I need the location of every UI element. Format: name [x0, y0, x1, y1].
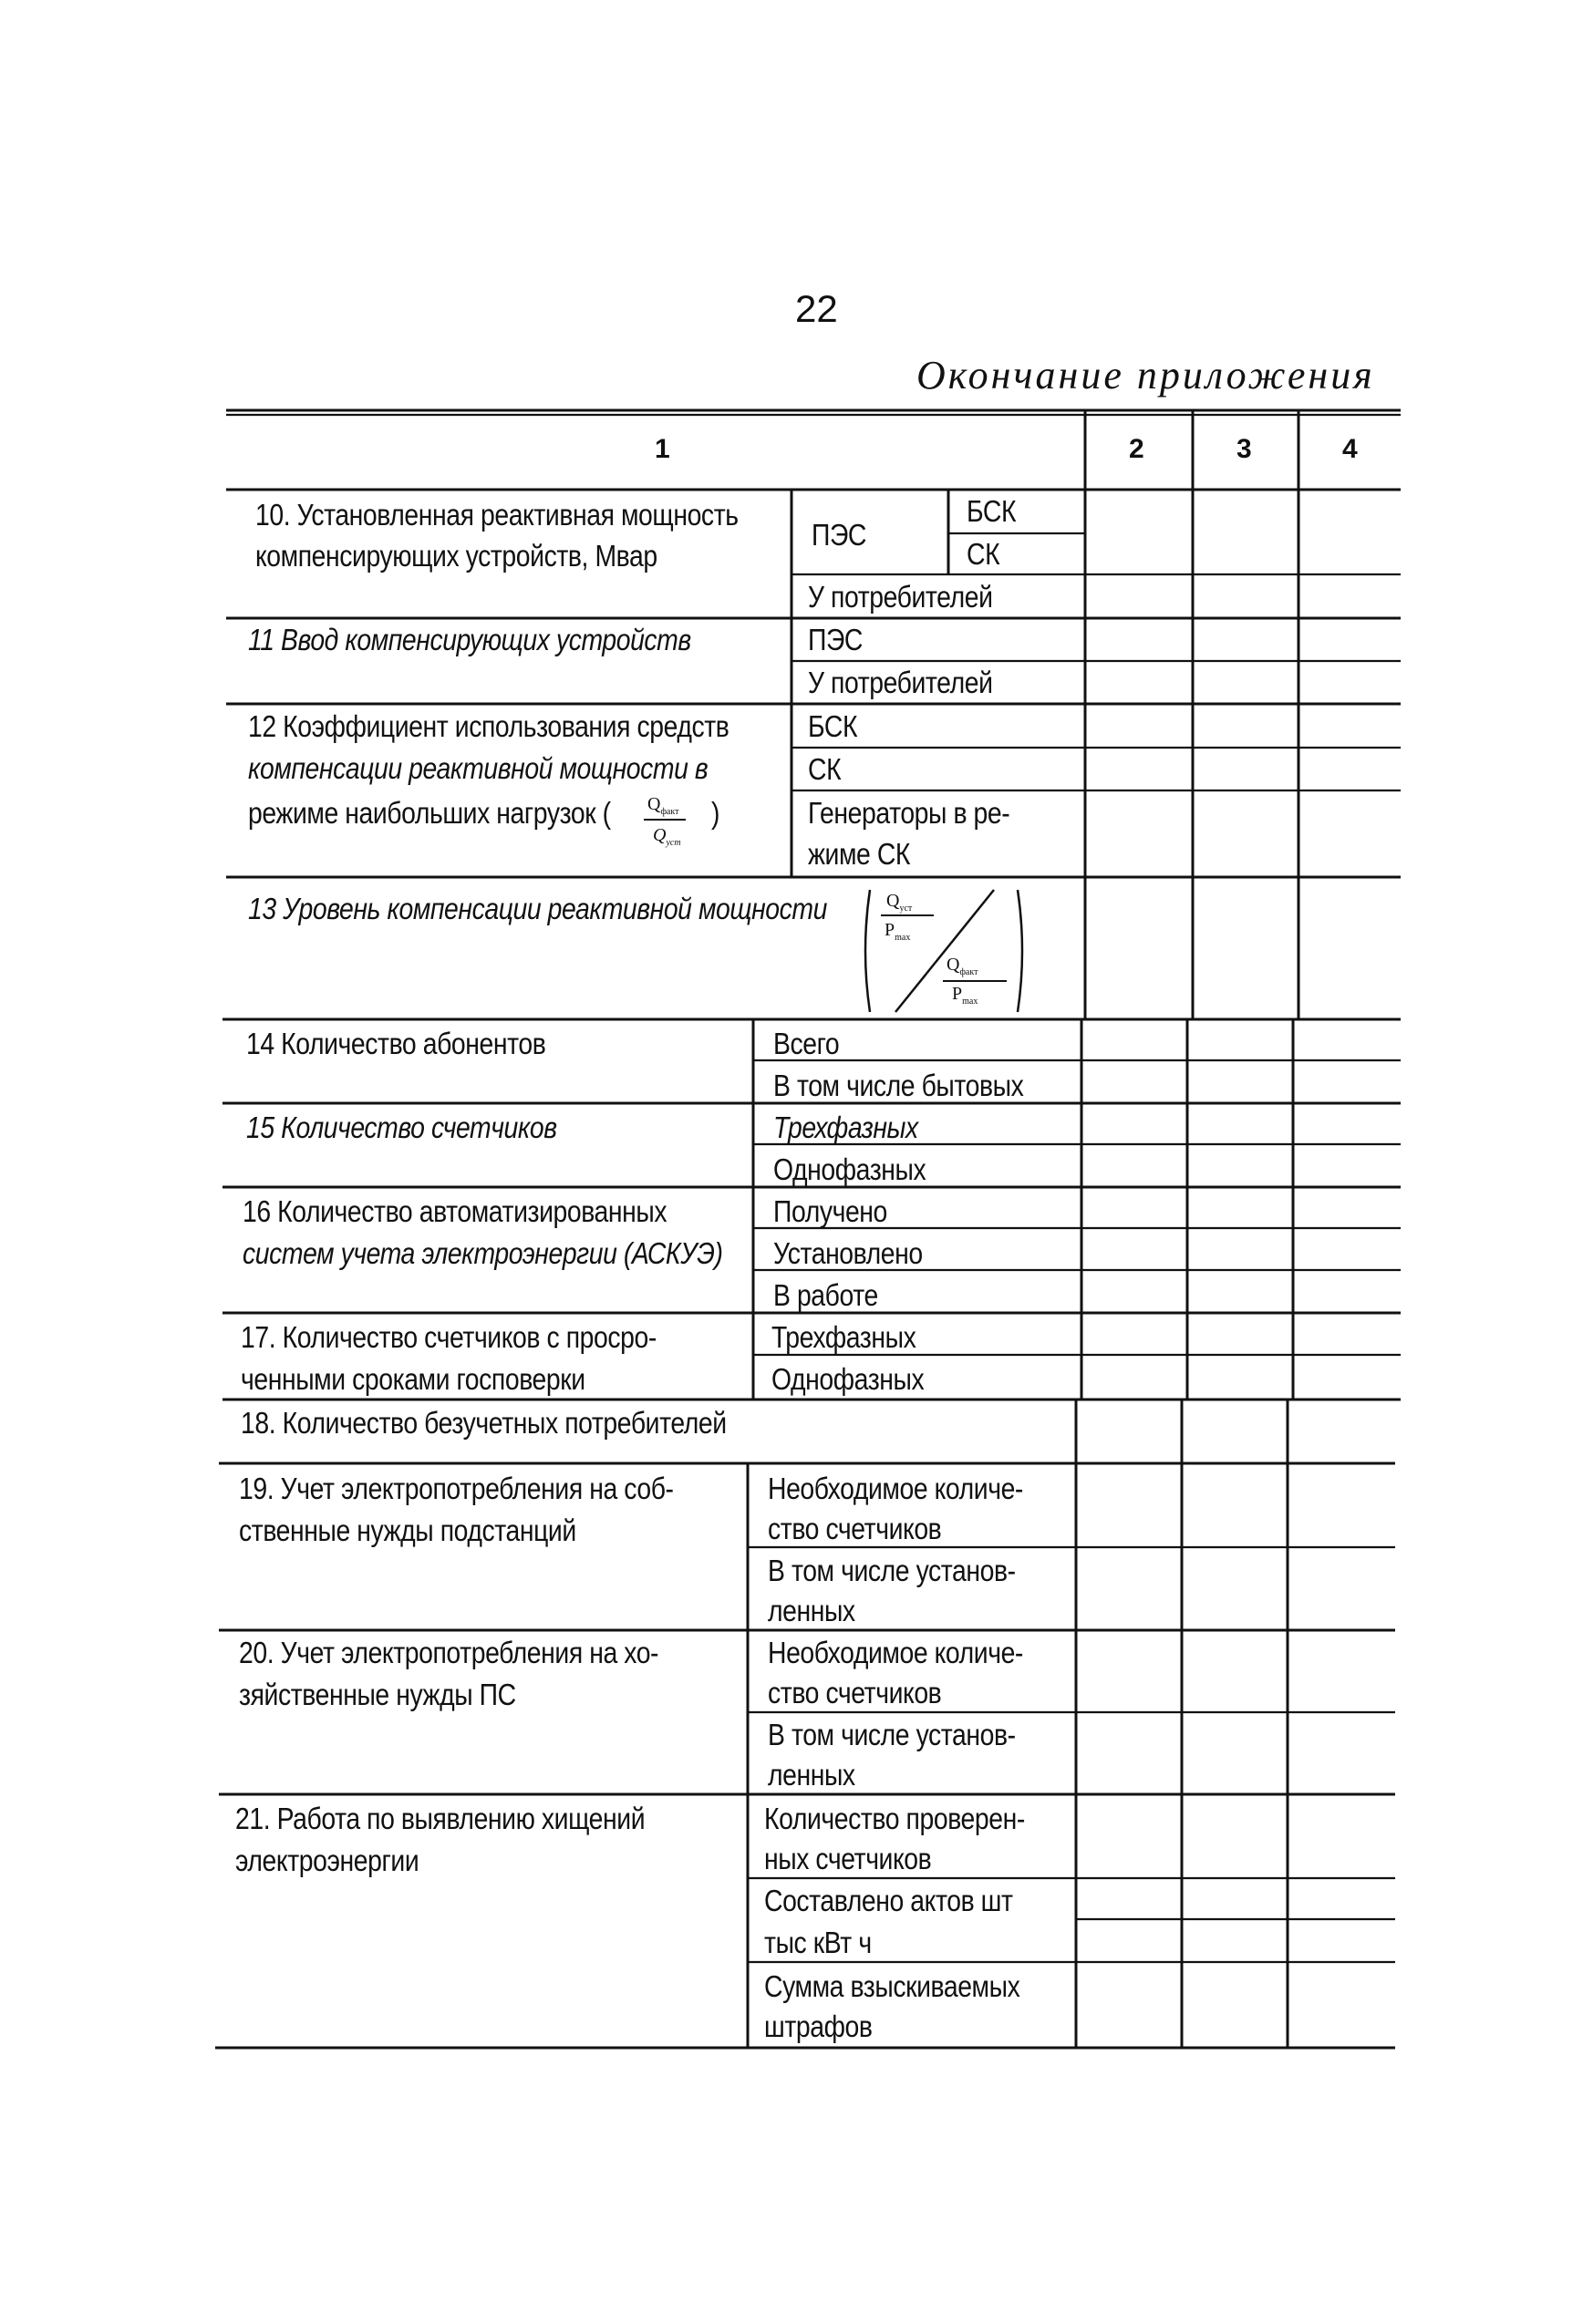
row19-sub-b-1: В том числе установ-: [768, 1554, 1016, 1587]
row17-label-2: ченными сроками госповерки: [241, 1362, 585, 1396]
row21-sub-b-1: Составлено актов шт: [764, 1884, 1013, 1917]
row11-sub-consumers: У потребителей: [808, 666, 993, 699]
row17-sub-three: Трехфазных: [771, 1320, 916, 1354]
row14-sub-household: В том числе бытовых: [773, 1069, 1024, 1102]
row12-frac-den: $Q_{уст}$: [653, 825, 681, 848]
row12-sub-gen-1: Генераторы в ре-: [808, 796, 1010, 830]
col-header-3: 3: [1236, 434, 1252, 464]
row21-label-1: 21. Работа по выявлению хищений: [235, 1802, 646, 1835]
row20-sub-b-2: ленных: [768, 1758, 855, 1792]
row15-sub-three: Трехфазных: [773, 1110, 918, 1144]
row20-sub-a-2: ство счетчиков: [768, 1676, 942, 1709]
row19-sub-b-2: ленных: [768, 1594, 855, 1627]
col-header-1: 1: [655, 434, 670, 464]
row11-sub-pes: ПЭС: [808, 623, 864, 656]
row21-sub-b-2: тыс кВт ч: [764, 1926, 872, 1959]
row16-label-1: 16 Количество автоматизированных: [243, 1194, 667, 1228]
row11-label: 11 Ввод компенсирующих устройств: [248, 623, 691, 656]
row16-sub-installed: Установлено: [773, 1236, 923, 1270]
row12-label-close: ): [711, 796, 720, 830]
row21-label-2: электроэнергии: [235, 1844, 419, 1877]
row12-label-1: 12 Коэффициент использования средств: [248, 709, 729, 743]
row12-fraction-bar: [644, 819, 686, 821]
row16-sub-received: Получено: [773, 1194, 887, 1228]
row20-sub-b-1: В том числе установ-: [768, 1718, 1016, 1751]
row20-label-1: 20. Учет электропотребления на хо-: [239, 1636, 659, 1669]
row10-sub-sk: СК: [967, 537, 1000, 571]
row10-sub-consumers: У потребителей: [808, 580, 993, 614]
col-header-2: 2: [1129, 434, 1144, 464]
row10-sub-bsk: БСК: [967, 494, 1017, 528]
row10-label-2: компенсирующих устройств, Мвар: [255, 539, 657, 573]
row21-sub-a-1: Количество проверен-: [764, 1802, 1025, 1835]
row19-sub-a-2: ство счетчиков: [768, 1512, 942, 1545]
row13-f2-num: $Q_{факт}$: [947, 955, 978, 977]
row10-label-1: 10. Установленная реактивная мощность: [255, 498, 739, 532]
row13-f2-den: $P_{max}$: [952, 984, 978, 1007]
row15-sub-single: Однофазных: [773, 1152, 926, 1186]
row12-fraction: [647, 795, 678, 817]
row16-sub-working: В работе: [773, 1278, 878, 1312]
row19-sub-a-1: Необходимое количе-: [768, 1472, 1023, 1505]
row13-f1-num: $Q_{уст}$: [886, 891, 913, 914]
page-number: 22: [795, 287, 838, 330]
row21-sub-a-2: ных счетчиков: [764, 1842, 932, 1875]
row12-sub-bsk: БСК: [808, 709, 858, 743]
row13-f1-den: $P_{max}$: [885, 920, 911, 943]
row10-sub-pes: ПЭС: [812, 518, 867, 552]
row12-sub-sk: СК: [808, 752, 842, 786]
row14-label: 14 Количество абонентов: [246, 1027, 546, 1060]
table-caption: Окончание приложения: [916, 353, 1375, 398]
row19-label-2: ственные нужды подстанций: [239, 1513, 576, 1547]
row20-sub-a-1: Необходимое количе-: [768, 1636, 1023, 1669]
row20-label-2: зяйственные нужды ПС: [239, 1678, 516, 1711]
row21-sub-c-2: штрафов: [764, 2009, 873, 2043]
row13-formula: [857, 883, 1030, 1019]
row12-label-2: компенсации реактивной мощности в: [248, 751, 709, 785]
row12-label-3: режиме наибольших нагрузок (: [248, 796, 611, 830]
row18-label: 18. Количество безучетных потребителей: [241, 1406, 727, 1440]
row17-label-1: 17. Количество счетчиков с просро-: [241, 1320, 657, 1354]
row13-label: 13 Уровень компенсации реактивной мощности: [248, 892, 827, 925]
col-header-4: 4: [1342, 434, 1358, 464]
row15-label: 15 Количество счетчиков: [246, 1110, 557, 1144]
row12-frac-num: $Q_{факт}$: [647, 794, 679, 817]
row21-sub-c-1: Сумма взыскиваемых: [764, 1969, 1020, 2003]
row17-sub-single: Однофазных: [771, 1362, 925, 1396]
row19-label-1: 19. Учет электропотребления на соб-: [239, 1472, 674, 1505]
row16-label-2: систем учета электроэнергии (АСКУЭ): [243, 1236, 723, 1270]
row14-sub-all: Всего: [773, 1027, 840, 1060]
row12-sub-gen-2: жиме СК: [808, 837, 911, 871]
